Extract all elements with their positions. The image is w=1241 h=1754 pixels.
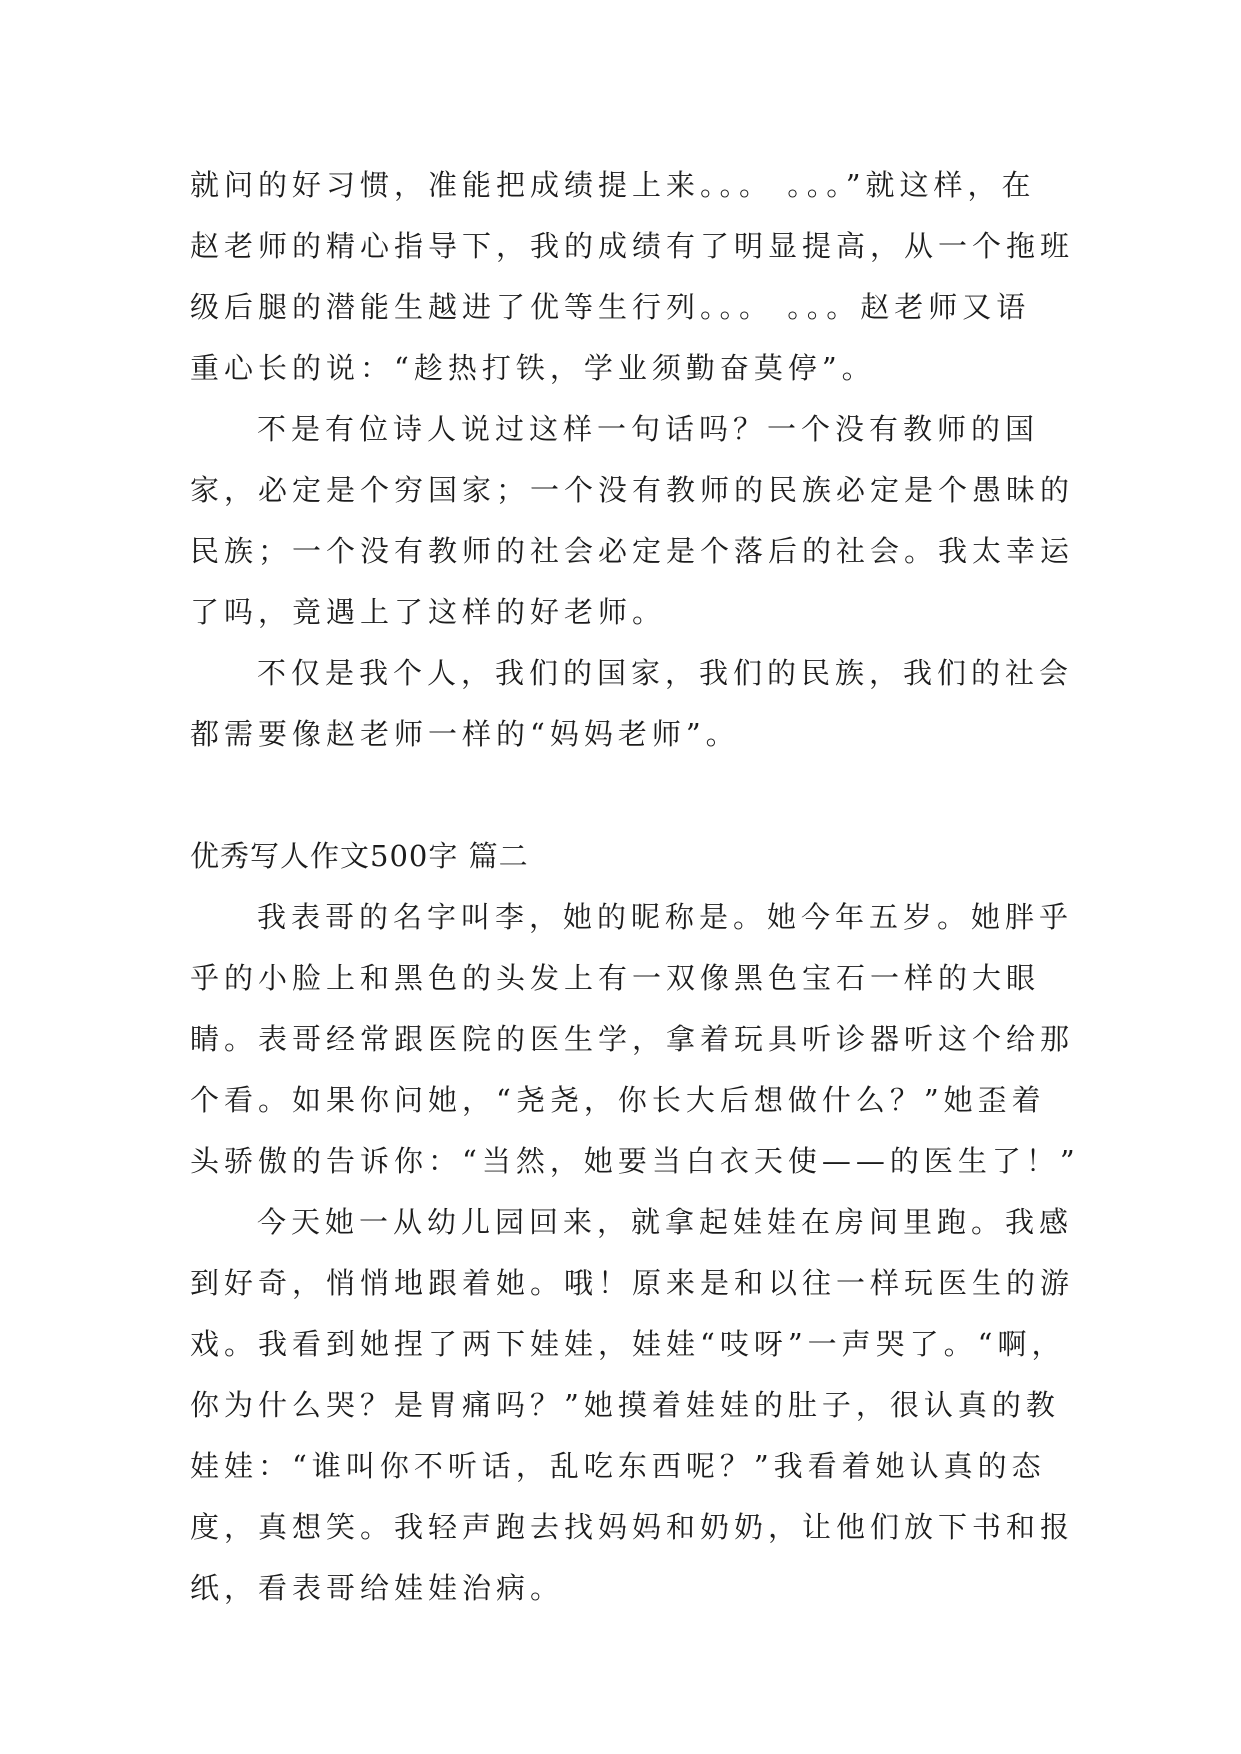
- text-line: 纸，看表哥给娃娃治病。: [190, 1571, 565, 1605]
- text-line: 乎的小脸上和黑色的头发上有一双像黑色宝石一样的大眼: [190, 961, 1041, 995]
- paragraph-first-line: 不是有位诗人说过这样一句话吗？一个没有教师的国: [257, 412, 1040, 446]
- document-body: [190, 155, 1080, 1619]
- text-line: 你为什么哭？是胃痛吗？”她摸着娃娃的肚子，很认真的教: [190, 1388, 1060, 1422]
- text-line: 了吗，竟遇上了这样的好老师。: [190, 595, 667, 629]
- text-line: 戏。我看到她捏了两下娃娃，娃娃“吱呀”一声哭了。“啊，: [190, 1327, 1066, 1361]
- text-line: 到好奇，悄悄地跟着她。哦！原来是和以往一样玩医生的游: [190, 1266, 1075, 1300]
- text-line: 个看。如果你问她，“尧尧，你长大后想做什么？”她歪着: [190, 1083, 1046, 1117]
- paragraph-spacer: [190, 765, 1050, 826]
- text-line: 家，必定是个穷国家；一个没有教师的民族必定是个愚昧的: [190, 473, 1075, 507]
- text-line: 重心长的说：“趁热打铁，学业须勤奋莫停”。: [190, 351, 876, 385]
- text-line: 头骄傲的告诉你：“当然，她要当白衣天使——的医生了！”: [190, 1144, 1080, 1178]
- section-heading: 优秀写人作文500字 篇二: [190, 839, 529, 873]
- paragraph-first-line: 我表哥的名字叫李，她的昵称是。她今年五岁。她胖乎: [257, 900, 1074, 934]
- text-line: 赵老师的精心指导下，我的成绩有了明显提高，从一个拖班: [190, 229, 1075, 263]
- paragraph-first-line: 不仅是我个人，我们的国家，我们的民族，我们的社会: [257, 656, 1074, 690]
- text-line: 都需要像赵老师一样的“妈妈老师”。: [190, 717, 740, 751]
- text-line: 度，真想笑。我轻声跑去找妈妈和奶奶，让他们放下书和报: [190, 1510, 1075, 1544]
- text-line: 民族；一个没有教师的社会必定是个落后的社会。我太幸运: [190, 534, 1075, 568]
- text-line: 就问的好习惯，准能把成绩提上来。。。 。。。”就这样，在: [190, 168, 1036, 202]
- text-line: 级后腿的潜能生越进了优等生行列。。。 。。。赵老师又语: [190, 290, 1031, 324]
- text-line: 娃娃：“谁叫你不听话，乱吃东西呢？”我看着她认真的态: [190, 1449, 1046, 1483]
- text-line: 睛。表哥经常跟医院的医生学，拿着玩具听诊器听这个给那: [190, 1022, 1075, 1056]
- paragraph-first-line: 今天她一从幼儿园回来，就拿起娃娃在房间里跑。我感: [257, 1205, 1074, 1239]
